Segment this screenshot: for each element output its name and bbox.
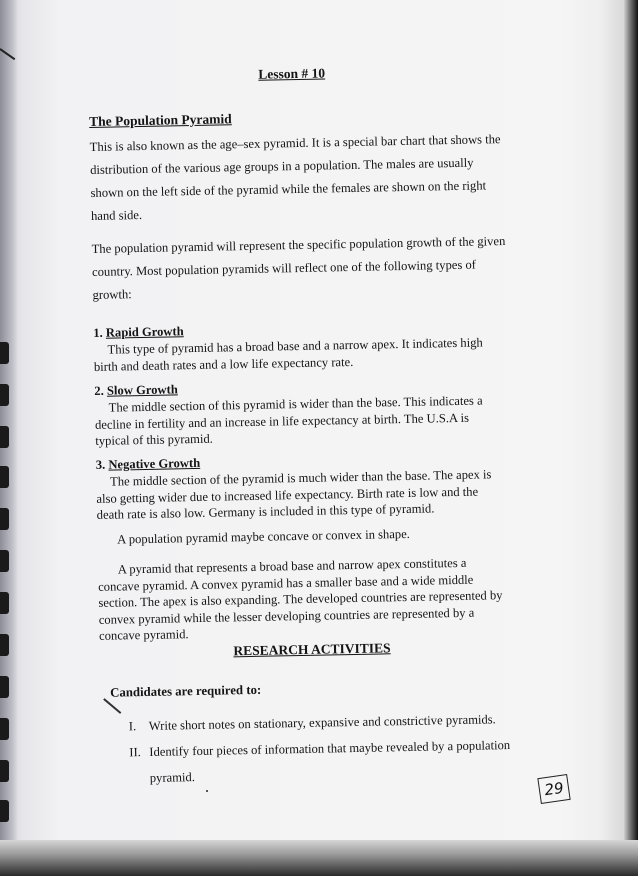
growth-type-description: The middle section of the pyramid is much wider than the base. The apex is also getting wider due to increased life expectancy. Birth rate is low and the death rate is also low. Germany is included in this type of pyramid. xyxy=(96,467,492,522)
activity-item xyxy=(129,712,496,734)
activity-item xyxy=(129,738,510,760)
binding-hole-mark xyxy=(0,592,9,614)
growth-type-number: 1. xyxy=(93,325,103,340)
growth-type-title: Slow Growth xyxy=(106,382,178,398)
candidates-label: Candidates are required to: xyxy=(110,682,262,700)
binding-hole-mark xyxy=(0,760,9,782)
activity-continuation: pyramid. xyxy=(149,770,196,785)
activity-numeral: II. xyxy=(129,745,141,760)
activity-text: Write short notes on stationary, expansive and constrictive pyramids. xyxy=(148,712,496,733)
intro-paragraph: This is also known as the age–sex pyramid. It is a special bar chart that shows the distribution of the various age groups in a population. The males are usually shown on the left side of the pyramid while the females are shown on the right hand side. xyxy=(89,132,501,223)
binding-hole-mark xyxy=(0,508,9,530)
growth-type-number: 2. xyxy=(94,383,104,398)
binding-hole-mark xyxy=(0,342,9,364)
binding-hole-mark xyxy=(0,550,9,572)
page-content xyxy=(88,52,511,785)
page-number-box: 29 xyxy=(537,774,570,804)
binding-hole-mark xyxy=(0,800,9,822)
binding-hole-mark xyxy=(0,634,9,656)
intro-paragraph-2: The population pyramid will represent the specific population growth of the given country. Most population pyramids will reflect one of the following types of growth: xyxy=(91,234,506,302)
page-right-edge xyxy=(624,0,638,876)
lesson-title: Lesson # 10 xyxy=(258,65,326,82)
growth-type-heading xyxy=(94,382,178,399)
binding-hole-mark xyxy=(0,676,9,698)
speck xyxy=(206,790,208,792)
growth-type-title: Negative Growth xyxy=(108,455,201,472)
shape-detail: A pyramid that represents a broad base and narrow apex constitutes a concave pyramid. A convex pyramid has a smaller base and a wide middle section. The apex is also expanding. The developed countries are represented by convex pyramid while the lesser developing countries are represented by a concave pyramid. xyxy=(97,555,503,643)
shape-note: A population pyramid maybe concave or convex in shape. xyxy=(117,526,411,547)
research-activities-title: RESEARCH ACTIVITIES xyxy=(233,640,391,659)
binding-hole-mark xyxy=(0,384,9,406)
growth-type-description: This type of pyramid has a broad base and a narrow apex. It indicates high birth and death rates and a low life expectancy rate. xyxy=(93,335,483,374)
section-title: The Population Pyramid xyxy=(89,111,232,129)
binding-hole-mark xyxy=(0,466,9,488)
growth-type-number: 3. xyxy=(95,457,106,472)
growth-type-title: Rapid Growth xyxy=(105,324,184,340)
binding-hole-mark xyxy=(0,718,9,740)
activity-numeral: I. xyxy=(128,719,137,734)
growth-type-heading xyxy=(96,456,201,473)
growth-type-heading xyxy=(93,324,184,341)
growth-type-description: The middle section of this pyramid is wider than the base. This indicates a decline in fertility and an increase in life expectancy at birth. The U.S.A is typical of this pyramid. xyxy=(94,393,483,448)
page-bottom-edge xyxy=(0,840,638,876)
activity-text: Identify four pieces of information that maybe revealed by a population xyxy=(149,738,511,759)
binding-hole-mark xyxy=(0,426,9,448)
